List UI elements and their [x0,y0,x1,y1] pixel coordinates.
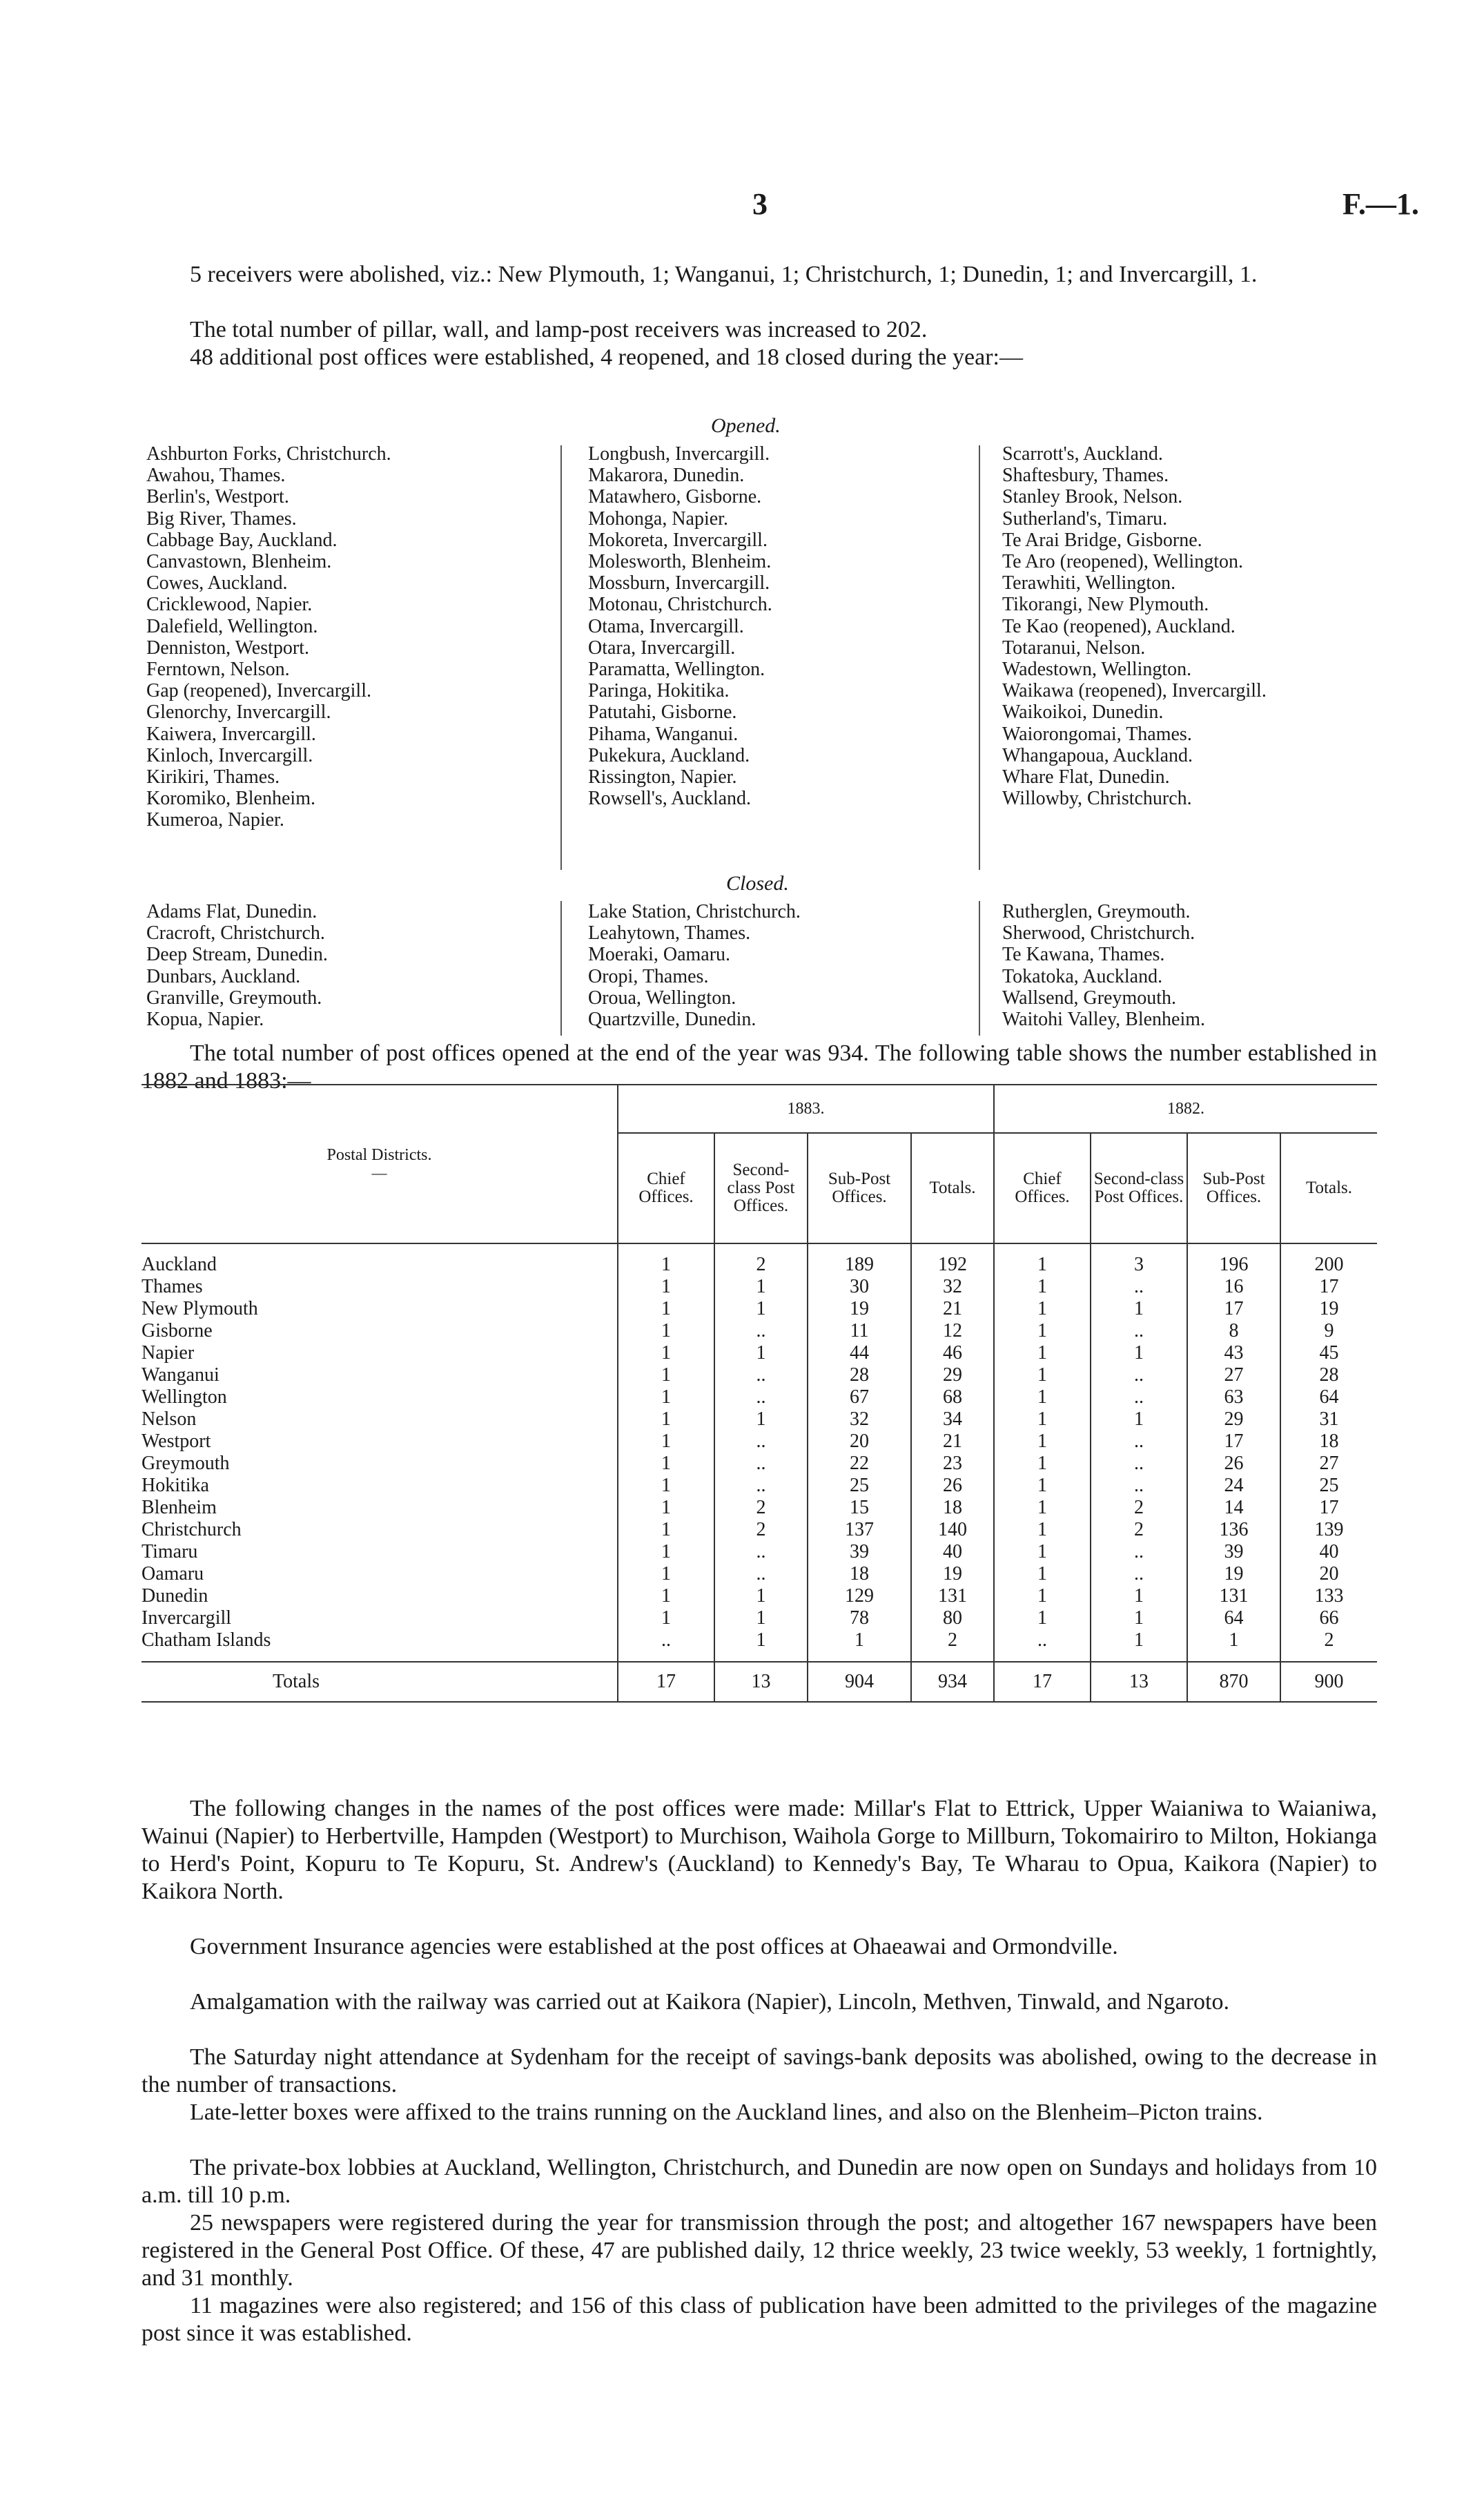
table-cell: 25 [808,1475,911,1497]
post-office-entry: Dunbars, Auckland. [146,965,301,987]
post-office-entry: Leahytown, Thames. [588,922,751,944]
document-reference: F.—1. [1343,187,1419,221]
post-office-statistics-table [141,1084,1377,1703]
closed-column-2 [588,901,801,1030]
table-row [141,1563,1377,1585]
table-cell: 2 [714,1497,808,1519]
table-cell: 200 [1280,1254,1377,1276]
opened-column-2 [588,443,772,809]
district-name: Timaru [141,1541,198,1562]
table-cell: 9 [1280,1320,1377,1342]
table-cell: 40 [911,1541,994,1563]
post-office-entry: Pihama, Wanganui. [588,723,739,745]
table-row [141,1541,1377,1563]
table-cell: 23 [911,1453,994,1475]
post-office-entry: Glenorchy, Invercargill. [146,701,331,724]
table-cell: 1 [994,1320,1091,1342]
closing-paragraph-8: 11 magazines were also registered; and 156 of this class of publication have been admitted to the privileges of the magazine post since it was established. [141,2293,1377,2346]
post-office-entry: Kumeroa, Napier. [146,809,284,831]
table-cell: 46 [911,1342,994,1364]
table-row [141,1607,1377,1629]
table-cell: 3 [1091,1254,1187,1276]
total-cell: 17 [994,1662,1091,1702]
table-row [141,1519,1377,1541]
table-cell: 136 [1187,1519,1280,1541]
district-name: Oamaru [141,1563,204,1584]
table-cell: 1 [1091,1585,1187,1607]
table-cell: 139 [1280,1519,1377,1541]
post-office-entry: Otara, Invercargill. [588,637,736,659]
table-cell: 131 [911,1585,994,1607]
district-name: Invercargill [141,1607,232,1629]
table-cell: 67 [808,1386,911,1408]
table-cell: 2 [714,1254,808,1276]
total-cell: 870 [1187,1662,1280,1702]
table-cell: 17 [1280,1276,1377,1298]
post-office-entry: Quartzville, Dunedin. [588,1009,756,1031]
district-name: Nelson [141,1408,197,1430]
table-cell: 137 [808,1519,911,1541]
table-cell: 29 [1187,1408,1280,1431]
closing-paragraph-7: 25 newspapers were registered during the year for transmission through the post; and altogether 167 newspapers have been registered in the General Post Office. Of these, 47 are published daily, 12 thrice weekly, 23 twice weekly, 53 weekly, 1 fortnightly, and 31 monthly. [141,2210,1377,2291]
table-cell: 26 [1187,1453,1280,1475]
closed-heading: Closed. [726,872,789,895]
district-name: Wanganui [141,1364,219,1386]
opened-column-3 [1002,443,1267,809]
table-cell: 21 [911,1298,994,1320]
table-cell: 17 [1187,1431,1280,1453]
post-office-entry: Granville, Greymouth. [146,987,322,1009]
post-office-entry: Otama, Invercargill. [588,615,744,637]
table-cell: .. [1091,1453,1187,1475]
table-cell: .. [714,1563,808,1585]
post-office-entry: Scarrott's, Auckland. [1002,443,1163,465]
table-cell: 16 [1187,1276,1280,1298]
table-row [141,1431,1377,1453]
table-cell: 1 [1091,1629,1187,1651]
table-cell: 2 [1091,1497,1187,1519]
post-office-entry: Whare Flat, Dunedin. [1002,766,1170,788]
table-cell: 20 [1280,1563,1377,1585]
table-cell: 1 [618,1364,714,1386]
post-office-entry: Shaftesbury, Thames. [1002,465,1169,487]
table-cell: .. [1091,1386,1187,1408]
table-cell: 17 [1187,1298,1280,1320]
table-cell: 2 [714,1519,808,1541]
table-cell: .. [1091,1431,1187,1453]
post-office-entry: Patutahi, Gisborne. [588,701,737,724]
intro-paragraph-3: 48 additional post offices were established, 4 reopened, and 18 closed during the year:— [190,345,1023,370]
table-cell: 2 [1091,1519,1187,1541]
table-cell: 133 [1280,1585,1377,1607]
post-office-entry: Moeraki, Oamaru. [588,944,731,966]
table-row [141,1386,1377,1408]
district-name: Greymouth [141,1453,230,1474]
table-cell: 1 [618,1475,714,1497]
table-cell: 1 [618,1276,714,1298]
total-cell: 904 [808,1662,911,1702]
post-office-entry: Koromiko, Blenheim. [146,788,315,810]
table-cell: 1 [618,1607,714,1629]
post-office-entry: Cabbage Bay, Auckland. [146,529,338,551]
table-cell: 140 [911,1519,994,1541]
table-row [141,1342,1377,1364]
table-row [141,1408,1377,1431]
table-cell: 1 [994,1475,1091,1497]
table-cell: 1 [714,1408,808,1431]
post-office-entry: Motonau, Christchurch. [588,594,772,616]
table-cell: .. [714,1320,808,1342]
second-class-header: Second-class Post Offices. [1091,1133,1187,1243]
total-cell: 934 [911,1662,994,1702]
table-cell: 1 [994,1408,1091,1431]
post-office-entry: Mokoreta, Invercargill. [588,529,768,551]
closing-paragraph-6: The private-box lobbies at Auckland, Wellington, Christchurch, and Dunedin are now open on Sundays and holidays from 10 a.m. till 10 p.m. [141,2155,1377,2208]
table-cell: 1 [1091,1342,1187,1364]
table-cell: 22 [808,1453,911,1475]
totals-label: Totals [141,1662,618,1702]
post-office-entry: Totaranui, Nelson. [1002,637,1146,659]
table-cell: 1 [618,1541,714,1563]
table-cell: 1 [714,1629,808,1651]
chief-offices-header: Chief Offices. [618,1133,714,1243]
district-name: Auckland [141,1254,217,1275]
total-cell: 13 [714,1662,808,1702]
table-cell: 11 [808,1320,911,1342]
table-row [141,1364,1377,1386]
closed-column-1 [146,901,328,1030]
table-cell: 189 [808,1254,911,1276]
table-row [141,1497,1377,1519]
post-office-entry: Te Aro (reopened), Wellington. [1002,551,1244,573]
post-office-entry: Whangapoua, Auckland. [1002,744,1193,766]
table-cell: 1 [994,1342,1091,1364]
district-name: Dunedin [141,1585,208,1607]
table-cell: 1 [808,1629,911,1651]
table-cell: 32 [911,1276,994,1298]
table-cell: 18 [1280,1431,1377,1453]
table-cell: 1 [994,1585,1091,1607]
table-cell: 1 [994,1541,1091,1563]
table-cell: 1 [994,1254,1091,1276]
post-office-entry: Gap (reopened), Invercargill. [146,680,371,702]
closing-paragraph-2: Government Insurance agencies were established at the post offices at Ohaeawai and Ormondville. [190,1934,1118,1959]
table-cell: 17 [1280,1497,1377,1519]
post-office-entry: Cracroft, Christchurch. [146,922,325,944]
table-cell: 1 [1091,1607,1187,1629]
opened-heading: Opened. [711,414,781,437]
district-name: Gisborne [141,1320,213,1341]
table-cell: 129 [808,1585,911,1607]
table-cell: 12 [911,1320,994,1342]
post-office-entry: Te Kawana, Thames. [1002,944,1165,966]
table-cell: 1 [994,1386,1091,1408]
table-cell: 8 [1187,1320,1280,1342]
year-1883-header: 1883. [618,1085,994,1133]
table-row [141,1475,1377,1497]
total-cell: 13 [1091,1662,1187,1702]
table-cell: 29 [911,1364,994,1386]
table-cell: 1 [618,1563,714,1585]
page-number: 3 [752,187,768,221]
table-cell: 28 [808,1364,911,1386]
closing-paragraph-3: Amalgamation with the railway was carried out at Kaikora (Napier), Lincoln, Methven, Tinwald, and Ngaroto. [190,1989,1229,2015]
district-name: New Plymouth [141,1298,258,1319]
post-office-entry: Lake Station, Christchurch. [588,901,801,922]
post-office-entry: Cowes, Auckland. [146,572,288,594]
table-cell: 34 [911,1408,994,1431]
table-cell: .. [714,1364,808,1386]
table-cell: 1 [618,1298,714,1320]
table-cell: 24 [1187,1475,1280,1497]
table-cell: .. [714,1541,808,1563]
post-office-entry: Kinloch, Invercargill. [146,744,313,766]
intro-paragraph-2: The total number of pillar, wall, and lamp-post receivers was increased to 202. [190,317,928,342]
table-cell: 30 [808,1276,911,1298]
table-cell: .. [1091,1320,1187,1342]
post-office-entry: Mossburn, Invercargill. [588,572,770,594]
postal-districts-header: Postal Districts. — [141,1085,618,1243]
district-name: Chatham Islands [141,1629,271,1651]
district-name: Blenheim [141,1497,217,1518]
column-divider [560,445,562,870]
post-office-entry: Pukekura, Auckland. [588,744,750,766]
post-office-entry: Oroua, Wellington. [588,987,736,1009]
post-office-entry: Te Kao (reopened), Auckland. [1002,615,1236,637]
table-cell: 26 [911,1475,994,1497]
table-cell: 1 [994,1298,1091,1320]
table-cell: 68 [911,1386,994,1408]
district-name: Christchurch [141,1519,242,1540]
post-office-entry: Stanley Brook, Nelson. [1002,486,1183,508]
table-cell: 19 [808,1298,911,1320]
table-cell: 20 [808,1431,911,1453]
table-cell: .. [714,1453,808,1475]
table-row [141,1320,1377,1342]
table-cell: 19 [1187,1563,1280,1585]
post-office-entry: Terawhiti, Wellington. [1002,572,1176,594]
table-cell: 1 [1091,1298,1187,1320]
table-cell: .. [1091,1475,1187,1497]
post-office-entry: Waiorongomai, Thames. [1002,723,1192,745]
post-office-entry: Awahou, Thames. [146,465,286,487]
table-cell: 1 [618,1585,714,1607]
post-office-entry: Paramatta, Wellington. [588,659,765,681]
table-cell: 39 [808,1541,911,1563]
sub-post-offices-header: Sub-Post Offices. [1187,1133,1280,1243]
table-cell: 43 [1187,1342,1280,1364]
table-cell: .. [1091,1276,1187,1298]
post-office-entry: Paringa, Hokitika. [588,680,730,702]
post-office-entry: Mohonga, Napier. [588,507,728,530]
intro-paragraph-1: 5 receivers were abolished, viz.: New Plymouth, 1; Wanganui, 1; Christchurch, 1; Dunedin, 1; and Invercargill, 1. [190,262,1258,287]
table-cell: 21 [911,1431,994,1453]
table-cell: 19 [911,1563,994,1585]
table-row [141,1453,1377,1475]
table-cell: 1 [618,1320,714,1342]
table-cell: 27 [1187,1364,1280,1386]
table-row [141,1585,1377,1607]
post-office-entry: Wallsend, Greymouth. [1002,987,1177,1009]
table-cell: 1 [714,1607,808,1629]
table-cell: 1 [618,1408,714,1431]
table-intro-paragraph: The total number of post offices opened at the end of the year was 934. The following table shows the number established in 1882 and 1883:— [141,1040,1377,1094]
table-cell: 1 [618,1386,714,1408]
column-divider [979,901,980,1036]
table-cell: .. [618,1629,714,1651]
table-cell: 1 [618,1497,714,1519]
table-cell: 196 [1187,1254,1280,1276]
post-office-entry: Wadestown, Wellington. [1002,659,1192,681]
table-cell: 19 [1280,1298,1377,1320]
second-class-header: Second-class Post Offices. [714,1133,808,1243]
post-office-entry: Canvastown, Blenheim. [146,551,332,573]
chief-offices-header: Chief Offices. [994,1133,1091,1243]
table-cell: 1 [994,1519,1091,1541]
post-office-entry: Rutherglen, Greymouth. [1002,901,1191,922]
post-office-entry: Kaiwera, Invercargill. [146,723,316,745]
post-office-entry: Cricklewood, Napier. [146,594,313,616]
table-cell: 1 [714,1276,808,1298]
post-office-entry: Molesworth, Blenheim. [588,551,772,573]
table-cell: 131 [1187,1585,1280,1607]
post-office-entry: Ashburton Forks, Christchurch. [146,443,391,465]
post-office-entry: Longbush, Invercargill. [588,443,770,465]
post-office-entry: Oropi, Thames. [588,965,709,987]
table-cell: 14 [1187,1497,1280,1519]
post-office-entry: Kopua, Napier. [146,1009,264,1031]
table-cell: 63 [1187,1386,1280,1408]
post-office-entry: Rowsell's, Auckland. [588,788,752,810]
table-cell: 1 [714,1298,808,1320]
post-office-entry: Tikorangi, New Plymouth. [1002,594,1209,616]
table-cell: 1 [1091,1408,1187,1431]
table-cell: .. [1091,1364,1187,1386]
post-office-entry: Denniston, Westport. [146,637,309,659]
table-cell: 1 [618,1254,714,1276]
post-office-entry: Te Arai Bridge, Gisborne. [1002,529,1202,551]
table-cell: 1 [618,1431,714,1453]
table-row [141,1254,1377,1276]
table-cell: 44 [808,1342,911,1364]
table-cell: .. [714,1386,808,1408]
table-cell: 45 [1280,1342,1377,1364]
post-office-entry: Ferntown, Nelson. [146,659,290,681]
table-cell: 1 [994,1497,1091,1519]
table-cell: 192 [911,1254,994,1276]
total-cell: 17 [618,1662,714,1702]
table-cell: 1 [994,1607,1091,1629]
table-cell: 66 [1280,1607,1377,1629]
closing-paragraph-5: Late-letter boxes were affixed to the trains running on the Auckland lines, and also on the Blenheim–Picton trains. [190,2100,1263,2125]
table-cell: .. [1091,1541,1187,1563]
post-office-entry: Makarora, Dunedin. [588,465,745,487]
table-cell: 18 [911,1497,994,1519]
table-cell: 31 [1280,1408,1377,1431]
post-office-entry: Waitohi Valley, Blenheim. [1002,1009,1206,1031]
post-office-entry: Dalefield, Wellington. [146,615,318,637]
opened-column-1 [146,443,391,831]
table-cell: .. [714,1431,808,1453]
post-office-entry: Deep Stream, Dunedin. [146,944,328,966]
table-cell: 64 [1187,1607,1280,1629]
table-cell: 1 [714,1342,808,1364]
table-row [141,1276,1377,1298]
post-office-entry: Kirikiri, Thames. [146,766,280,788]
table-cell: .. [994,1629,1091,1651]
table-cell: .. [714,1475,808,1497]
post-office-entry: Big River, Thames. [146,507,297,530]
table-cell: 1 [994,1563,1091,1585]
table-cell: 40 [1280,1541,1377,1563]
table-cell: 15 [808,1497,911,1519]
year-1882-header: 1882. [994,1085,1377,1133]
table-cell: 1 [618,1453,714,1475]
table-cell: 25 [1280,1475,1377,1497]
table-cell: 78 [808,1607,911,1629]
table-cell: 32 [808,1408,911,1431]
table-cell: 1 [994,1453,1091,1475]
total-cell: 900 [1280,1662,1377,1702]
post-office-entry: Waikoikoi, Dunedin. [1002,701,1164,724]
closing-paragraph-1: The following changes in the names of the post offices were made: Millar's Flat to Ettrick, Upper Waianiwa to Waianiwa, Wainui (Napier) to Herbertville, Hampden (Westport) to Murchison, Waihola Gorge to Millburn, Tokomairiro to Milton, Hokianga to Herd's Point, Kopuru to Te Kopuru, St. Andrew's (Auckland) to Kennedy's Bay, Te Wharau to Opua, Kaikora (Napier) to Kaikora North. [141,1796,1377,1904]
table-cell: 1 [1187,1629,1280,1651]
table-row [141,1629,1377,1651]
totals-row [141,1662,1377,1702]
table-cell: 2 [911,1629,994,1651]
table-cell: 27 [1280,1453,1377,1475]
table-cell: 1 [994,1431,1091,1453]
closing-paragraph-4: The Saturday night attendance at Sydenham for the receipt of savings-bank deposits was abolished, owing to the decrease in the number of transactions. [141,2044,1377,2097]
table-cell: 2 [1280,1629,1377,1651]
post-office-entry: Sherwood, Christchurch. [1002,922,1195,944]
post-office-entry: Berlin's, Westport. [146,486,289,508]
district-name: Hokitika [141,1475,209,1496]
totals-header: Totals. [1280,1133,1377,1243]
table-cell: .. [1091,1563,1187,1585]
district-name: Wellington [141,1386,227,1408]
column-divider [560,901,562,1036]
table-cell: 1 [994,1364,1091,1386]
table-cell: 1 [994,1276,1091,1298]
closed-column-3 [1002,901,1205,1030]
sub-post-offices-header: Sub-Post Offices. [808,1133,911,1243]
table-cell: 1 [618,1519,714,1541]
post-office-entry: Adams Flat, Dunedin. [146,901,318,922]
post-office-entry: Waikawa (reopened), Invercargill. [1002,680,1267,702]
district-name: Westport [141,1431,211,1452]
post-office-entry: Rissington, Napier. [588,766,737,788]
table-cell: 39 [1187,1541,1280,1563]
totals-header: Totals. [911,1133,994,1243]
district-name: Thames [141,1276,203,1297]
table-cell: 64 [1280,1386,1377,1408]
table-row [141,1298,1377,1320]
table-cell: 80 [911,1607,994,1629]
column-divider [979,445,980,870]
post-office-entry: Sutherland's, Timaru. [1002,507,1168,530]
table-cell: 1 [714,1585,808,1607]
district-name: Napier [141,1342,195,1364]
post-office-entry: Matawhero, Gisborne. [588,486,762,508]
table-cell: 1 [618,1342,714,1364]
table-cell: 28 [1280,1364,1377,1386]
post-office-entry: Tokatoka, Auckland. [1002,965,1163,987]
table-cell: 18 [808,1563,911,1585]
post-office-entry: Willowby, Christchurch. [1002,788,1192,810]
